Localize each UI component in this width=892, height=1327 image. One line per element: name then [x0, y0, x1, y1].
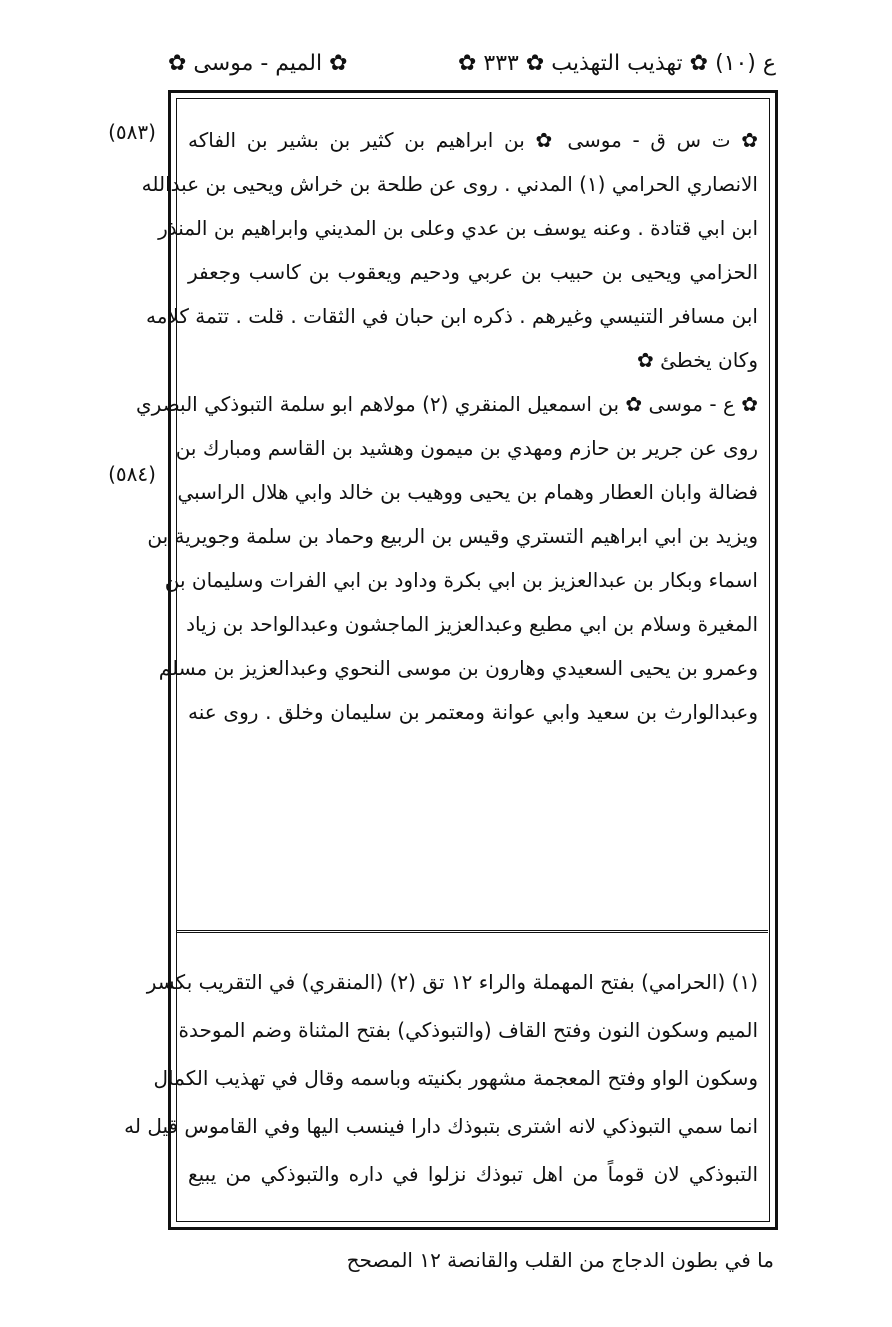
text-line: اسماء وبكار بن عبدالعزيز بن ابي بكرة وداود بن ابي الفرات وسليمان بن: [164, 568, 758, 592]
text-line: ابن مسافر التنيسي وغيرهم . ذكره ابن حبان في الثقات . قلت . تتمة كلامه: [145, 304, 758, 328]
footnotes: [124, 958, 758, 1198]
text-line: الانصاري الحرامي (١) المدني . روى عن طلحة بن خراش ويحيى بن عبدالله: [141, 172, 758, 196]
text-line: فضالة وابان العطار وهمام بن يحيى ووهيب بن خالد وابي هلال الراسبي: [177, 480, 758, 504]
entry-number: (٥٨٤): [108, 462, 156, 486]
text-line: ابن ابي قتادة . وعنه يوسف بن عدي وعلى بن المديني وابراهيم بن المنذر: [158, 216, 758, 240]
text-line: روى عن جرير بن حازم ومهدي بن ميمون وهشيد بن القاسم ومبارك بن: [175, 436, 758, 460]
header-right: ع (١٠) ✿ تهذيب التهذيب ✿ ٣٣٣ ✿: [457, 51, 776, 76]
footnote-continuation: ما في بطون الدجاج من القلب والقانصة ١٢ المصحح: [346, 1248, 774, 1272]
footnote-line: الميم وسكون النون وفتح القاف (والتبوذكي) بفتح المثناة وضم الموحدة: [178, 1018, 758, 1042]
text-line: وعمرو بن يحيى السعيدي وهارون بن موسى النحوي وعبدالعزيز بن مسلم: [158, 656, 758, 680]
text-line: الحزامي ويحيى بن حبيب بن عربي ودحيم ويعقوب بن كاسب وجعفر: [188, 260, 758, 284]
footnote-line: التبوذكي لان قوماً من اهل تبوذك نزلوا في داره والتبوذكي من يبيع: [188, 1162, 758, 1186]
text-line: ✿ ع - موسى ✿ بن اسمعيل المنقري (٢) مولاهم ابو سلمة التبوذكي البصري: [136, 392, 758, 416]
footnote-line: وسكون الواو وفتح المعجمة مشهور بكنيته وباسمه وقال في تهذيب الكمال: [153, 1066, 758, 1090]
main-text: [136, 118, 758, 734]
text-line: وكان يخطئ ✿: [637, 348, 758, 372]
footnote-line: انما سمي التبوذكي لانه اشترى بتبوذك دارا فينسب اليها وفي القاموس قيل له: [124, 1114, 758, 1138]
footnote-line: (١) (الحرامي) بفتح المهملة والراء ١٢ تق (٢) (المنقري) في التقريب بكسر: [146, 970, 758, 994]
running-header: [168, 40, 776, 88]
text-line: ✿ ت س ق - موسى ✿ بن ابراهيم بن كثير بن بشير بن الفاكه: [188, 128, 758, 152]
text-line: وعبدالوارث بن سعيد وابي عوانة ومعتمر بن سليمان وخلق . روى عنه: [188, 700, 758, 724]
text-line: المغيرة وسلام بن ابي مطيع وعبدالعزيز الماجشون وعبدالواحد بن زياد: [186, 612, 758, 636]
text-line: ويزيد بن ابي ابراهيم التستري وقيس بن الربيع وحماد بن سلمة وجويرية بن: [147, 524, 758, 548]
footnote-divider: [176, 930, 768, 933]
entry-number: (٥٨٣): [108, 120, 156, 144]
header-left: ✿ الميم - موسى ✿: [168, 51, 348, 76]
